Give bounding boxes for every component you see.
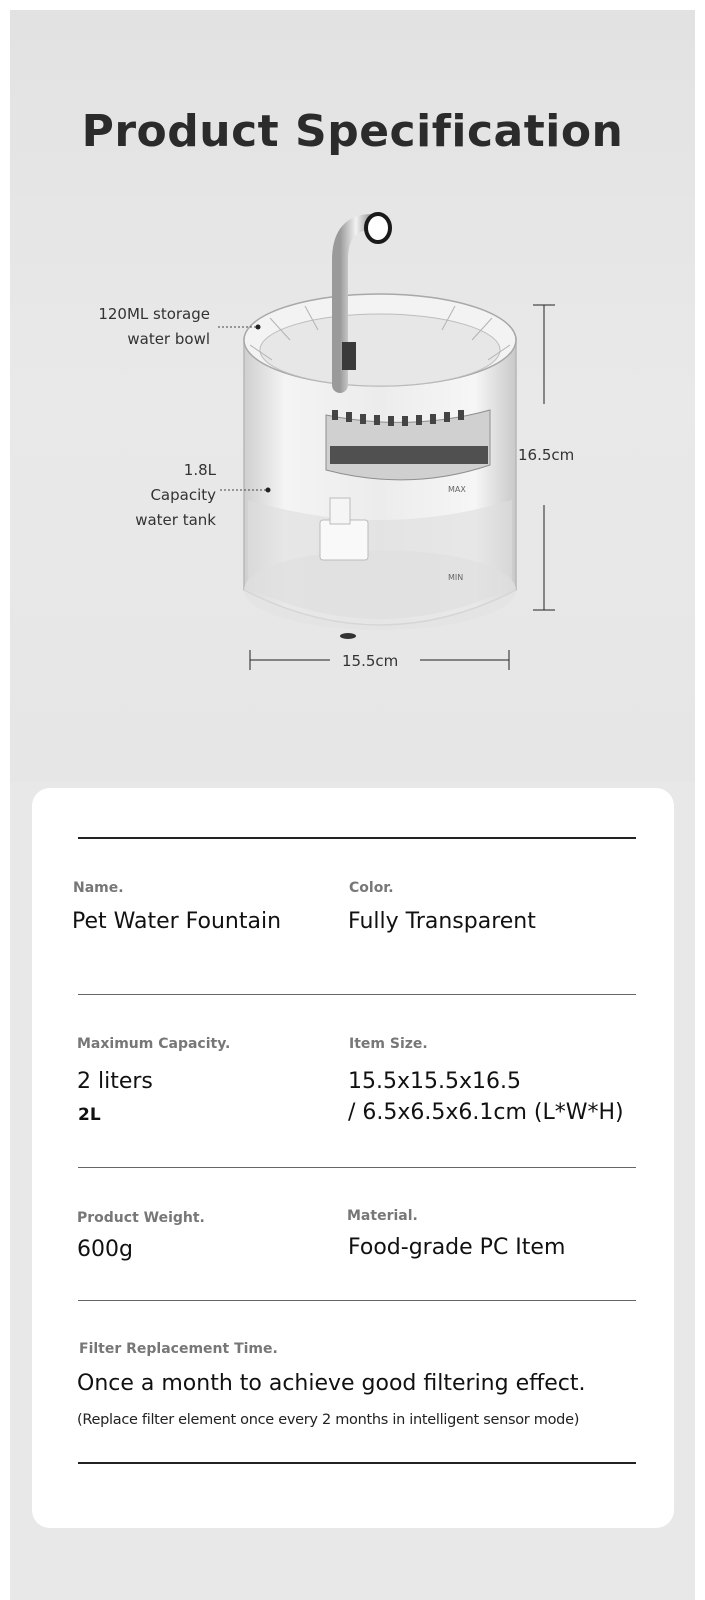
color-label: Color. (349, 880, 394, 896)
size-label: Item Size. (349, 1036, 428, 1052)
divider-top (78, 837, 636, 839)
color-value: Fully Transparent (348, 909, 536, 934)
filter-label: Filter Replacement Time. (79, 1341, 278, 1357)
material-label: Material. (347, 1208, 418, 1224)
storage-bowl-callout (80, 302, 210, 352)
storage-bowl-line1: 120ML storage (98, 305, 210, 323)
divider-bottom (78, 1462, 636, 1464)
name-label: Name. (73, 880, 124, 896)
weight-label: Product Weight. (77, 1210, 205, 1226)
filter-value: Once a month to achieve good filtering effect. (77, 1371, 586, 1396)
size-value-line1: 15.5x15.5x16.5 (348, 1069, 521, 1094)
divider-1 (78, 994, 636, 995)
tank-callout (96, 458, 216, 533)
max-mark: MAX (448, 485, 466, 494)
name-value: Pet Water Fountain (72, 909, 282, 934)
divider-3 (78, 1300, 636, 1301)
storage-bowl-line2: water bowl (127, 330, 210, 348)
tank-line3: water tank (135, 511, 216, 529)
width-dimension: 15.5cm (342, 652, 399, 670)
filter-note: (Replace filter element once every 2 months in intelligent sensor mode) (77, 1412, 580, 1428)
divider-2 (78, 1167, 636, 1168)
capacity-value: 2 liters (77, 1069, 153, 1094)
min-mark: MIN (448, 573, 464, 582)
capacity-label: Maximum Capacity. (77, 1036, 231, 1052)
weight-value: 600g (77, 1237, 133, 1262)
material-value: Food-grade PC Item (348, 1235, 566, 1260)
tank-line2: Capacity (150, 486, 216, 504)
height-dimension: 16.5cm (518, 446, 575, 464)
tank-line1: 1.8L (183, 461, 216, 479)
page-title: Product Specification (81, 106, 624, 157)
size-value-line2: / 6.5x6.5x6.1cm (L*W*H) (348, 1100, 624, 1125)
capacity-value-short: 2L (78, 1105, 101, 1125)
